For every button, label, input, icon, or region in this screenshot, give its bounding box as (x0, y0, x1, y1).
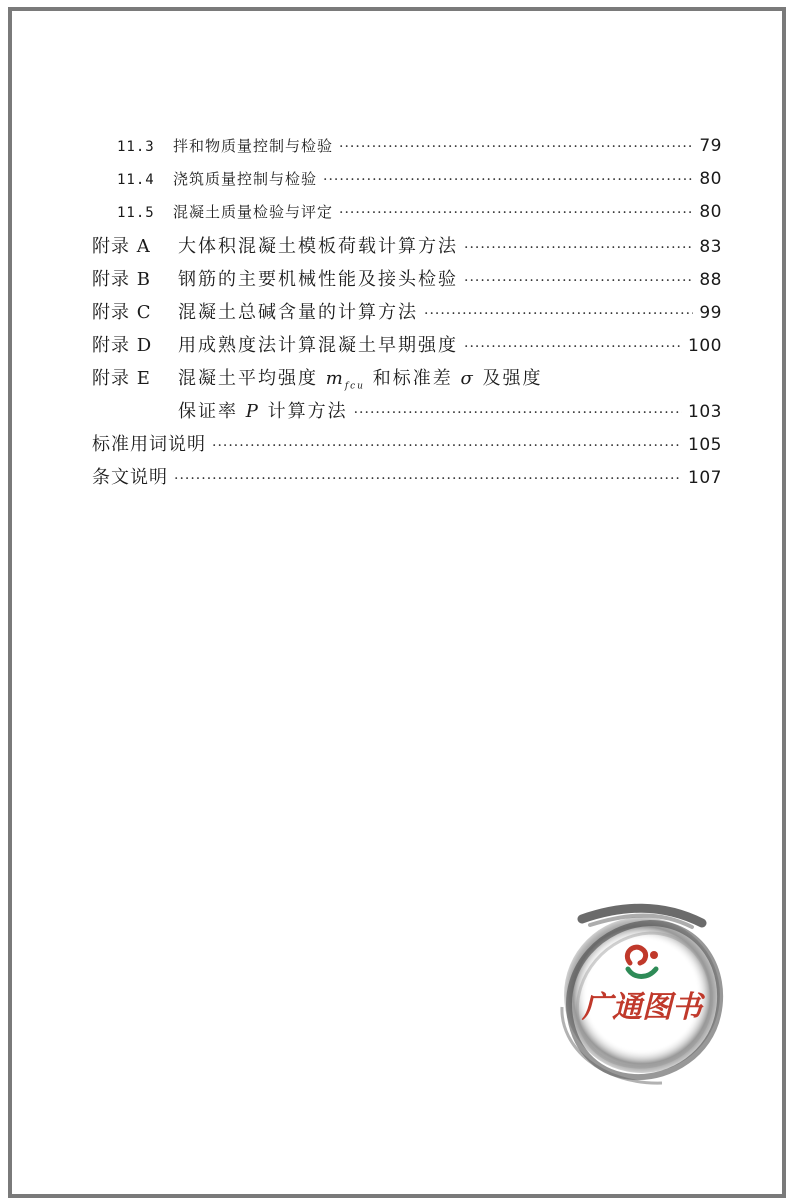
toc-entry-number: 附录 B (92, 269, 151, 290)
title-text: 保证率 (178, 401, 238, 422)
toc-entry-title: 条文说明 (92, 467, 168, 488)
title-text: 和标准差 (372, 368, 453, 389)
leader-dots (339, 139, 693, 155)
toc-entry-page: 80 (699, 169, 722, 189)
toc-entry-page: 105 (688, 435, 722, 455)
toc-entry[interactable] (92, 463, 722, 489)
toc-entry-title: 混凝土总碱含量的计算方法 (178, 302, 418, 323)
toc-entry-page: 107 (688, 468, 722, 488)
toc-entry-number: 附录 C (92, 302, 152, 323)
leader-dots (424, 306, 693, 322)
toc-entry-title: 浇筑质量控制与检验 (173, 170, 318, 188)
math-symbol-P: P (245, 401, 260, 422)
toc-entry[interactable] (92, 265, 722, 291)
leader-dots (323, 172, 693, 188)
toc-entry-title: 钢筋的主要机械性能及接头检验 (178, 269, 458, 290)
toc-entry-page: 83 (699, 237, 722, 257)
toc-entry-title: 用成熟度法计算混凝土早期强度 (178, 335, 458, 356)
toc-entry-number: 附录 A (92, 236, 151, 257)
toc-entry-page: 88 (699, 270, 722, 290)
toc-entry-page: 79 (699, 136, 722, 156)
leader-dots (354, 405, 682, 421)
toc-entry-number: 附录 E (92, 368, 151, 389)
math-symbol-m: m (325, 368, 345, 389)
toc-entry[interactable] (92, 331, 722, 357)
toc-entry[interactable] (117, 168, 722, 189)
leader-dots (464, 273, 693, 289)
toc-entry-number: 11.4 (117, 172, 155, 188)
publisher-logo (542, 897, 732, 1087)
toc-entry-continuation[interactable] (178, 397, 722, 423)
toc-entry-number: 11.3 (117, 139, 155, 155)
toc-entry-page: 80 (699, 202, 722, 222)
toc-entry-page: 103 (688, 402, 722, 422)
math-subscript: fcu (344, 381, 365, 392)
toc-entry-title: 大体积混凝土模板荷载计算方法 (178, 236, 458, 257)
toc-entry[interactable] (92, 364, 722, 392)
toc-entry[interactable] (92, 298, 722, 324)
leader-dots (464, 240, 693, 256)
toc-entry-number: 11.5 (117, 205, 155, 221)
publisher-logo-graphic (542, 897, 732, 1087)
leader-dots (464, 339, 682, 355)
toc-entry-title: 拌和物质量控制与检验 (173, 137, 334, 155)
toc-entry[interactable] (117, 201, 722, 222)
leader-dots (174, 471, 682, 487)
toc-entry[interactable] (117, 135, 722, 156)
toc-entry[interactable] (92, 232, 722, 258)
title-text: 混凝土平均强度 (178, 368, 318, 389)
leader-dots (339, 205, 693, 221)
title-text: 计算方法 (267, 401, 348, 422)
toc-entry-page: 99 (699, 303, 722, 323)
toc-entry-title: 标准用词说明 (92, 434, 206, 455)
logo-text: 广通图书 (582, 990, 702, 1025)
toc-entry[interactable] (92, 430, 722, 456)
math-symbol-sigma: σ (460, 368, 475, 389)
toc-entry-title-line1 (178, 364, 542, 392)
toc-entry-title: 混凝土质量检验与评定 (173, 203, 334, 221)
leader-dots (212, 438, 682, 454)
title-text: 及强度 (482, 368, 543, 389)
toc-entry-number: 附录 D (92, 335, 153, 356)
toc-entry-page: 100 (688, 336, 722, 356)
toc-entry-title-line2 (178, 397, 348, 423)
